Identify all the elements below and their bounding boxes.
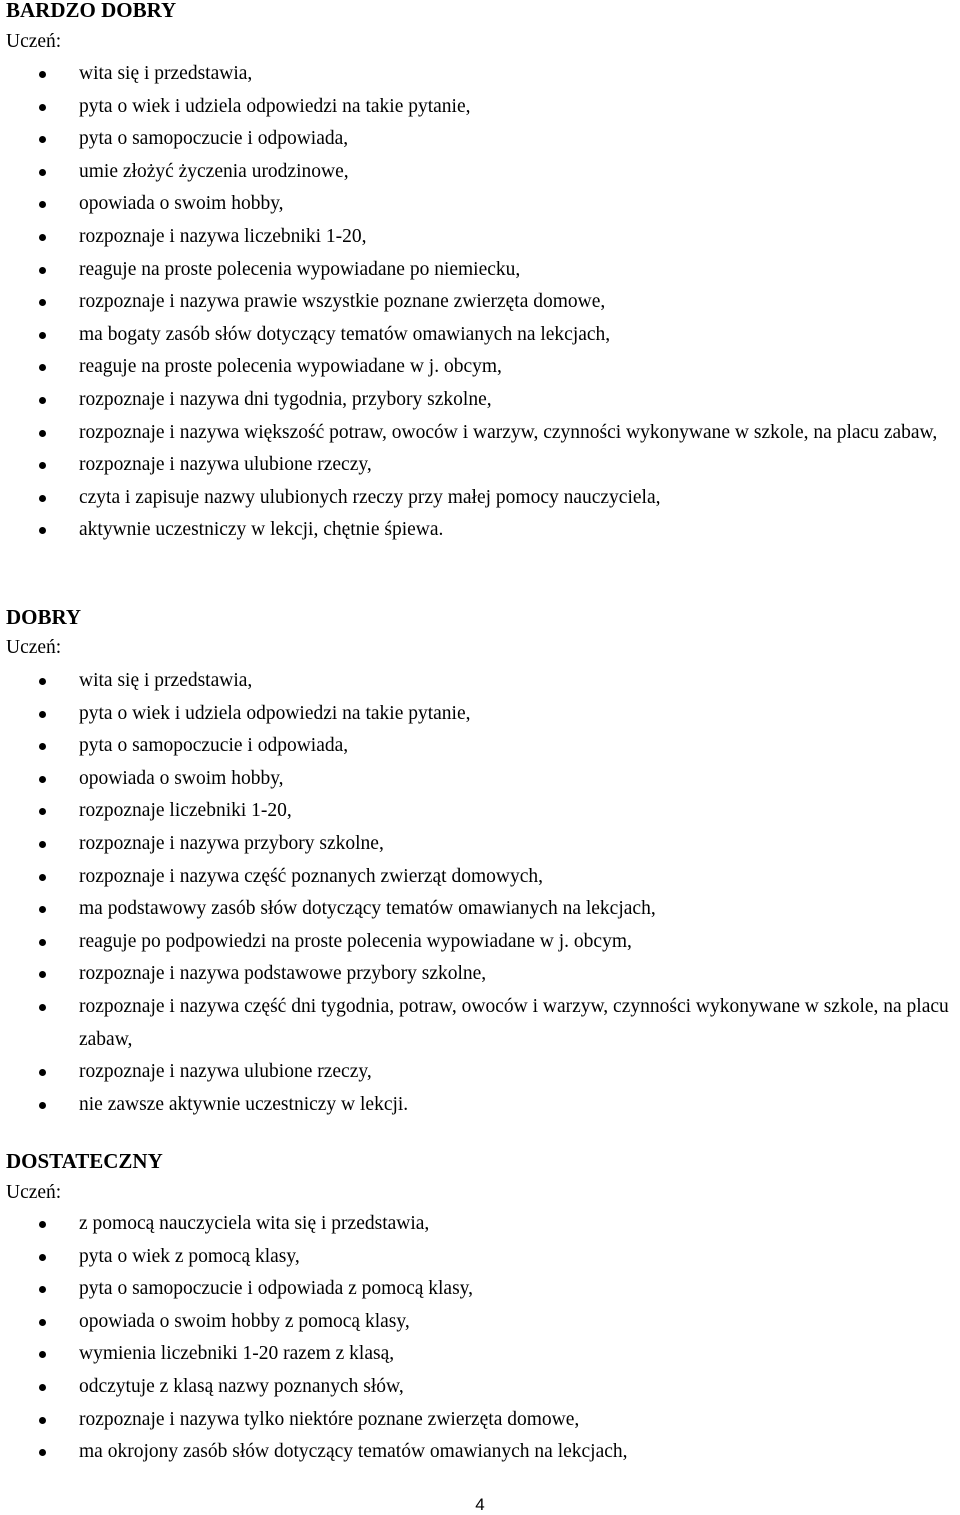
list-item-text: wita się i przedstawia, [79, 670, 253, 691]
bullet-icon [39, 1319, 46, 1326]
list-item-text: rozpoznaje liczebniki 1-20, [79, 800, 292, 822]
list-item [0, 698, 960, 731]
list-item [0, 188, 960, 221]
criteria-list [0, 665, 960, 1121]
list-item-text: wita się i przedstawia, [79, 63, 253, 84]
bullet-icon [39, 1449, 46, 1456]
list-item-text: pyta o wiek i udziela odpowiedzi na takie pytanie, [79, 702, 471, 724]
list-item-text: pyta o samopoczucie i odpowiada z pomocą klasy, [79, 1278, 474, 1300]
bullet-icon [39, 939, 46, 946]
list-item [0, 795, 960, 828]
bullet-icon [39, 495, 46, 502]
bullet-icon [39, 1417, 46, 1424]
bullet-icon [39, 169, 46, 176]
list-item-text: rozpoznaje i nazywa podstawowe przybory szkolne, [79, 963, 487, 985]
bullet-icon [39, 743, 46, 750]
list-item [0, 58, 960, 91]
list-item-text: pyta o samopoczucie i odpowiada, [79, 128, 349, 150]
list-item-text: pyta o wiek z pomocą klasy, [79, 1245, 300, 1267]
grade-heading: BARDZO DOBRY [6, 0, 177, 22]
list-item-text: rozpoznaje i nazywa większość potraw, owoców i warzyw, czynności wykonywane w szkole, na placu zabaw, [79, 421, 938, 443]
student-label: Uczeń: [6, 1182, 62, 1203]
list-item [0, 730, 960, 763]
list-item [0, 123, 960, 156]
list-item [0, 514, 960, 547]
bullet-icon [39, 971, 46, 978]
bullet-icon [39, 841, 46, 848]
list-item [0, 926, 960, 959]
bullet-icon [39, 1286, 46, 1293]
list-item [0, 351, 960, 384]
bullet-icon [39, 462, 46, 469]
list-item-text: rozpoznaje i nazywa dni tygodnia, przybory szkolne, [79, 388, 492, 410]
list-item-text: reaguje na proste polecenia wypowiadane w j. obcym, [79, 356, 502, 378]
list-item [0, 665, 960, 698]
list-item-text: z pomocą nauczyciela wita się i przedstawia, [79, 1213, 430, 1234]
list-item-text: rozpoznaje i nazywa ulubione rzeczy, [79, 454, 372, 476]
list-item-text: rozpoznaje i nazywa część dni tygodnia, potraw, owoców i warzyw, czynności wykonywane w szkole, na placu zabaw, [79, 995, 949, 1050]
bullet-icon [39, 397, 46, 404]
bullet-icon [39, 267, 46, 274]
bullet-icon [39, 364, 46, 371]
list-item-text: rozpoznaje i nazywa tylko niektóre poznane zwierzęta domowe, [79, 1408, 580, 1430]
list-item-text: pyta o wiek i udziela odpowiedzi na takie pytanie, [79, 95, 471, 117]
grade-heading: DOSTATECZNY [6, 1149, 163, 1173]
bullet-icon [39, 678, 46, 685]
bullet-icon [39, 1384, 46, 1391]
grade-heading: DOBRY [6, 605, 82, 629]
list-item-text: odczytuje z klasą nazwy poznanych słów, [79, 1375, 404, 1397]
list-item-text: opowiada o swoim hobby z pomocą klasy, [79, 1310, 410, 1332]
list-item-text: ma podstawowy zasób słów dotyczący tematów omawianych na lekcjach, [79, 898, 656, 920]
list-item-text: opowiada o swoim hobby, [79, 193, 284, 215]
list-item [0, 319, 960, 352]
list-item-text: opowiada o swoim hobby, [79, 767, 284, 789]
bullet-icon [39, 1254, 46, 1261]
list-item [0, 828, 960, 861]
list-item-text: pyta o samopoczucie i odpowiada, [79, 735, 349, 757]
bullet-icon [39, 711, 46, 718]
list-item-text: rozpoznaje i nazywa ulubione rzeczy, [79, 1061, 372, 1083]
page-number: 4 [475, 1495, 485, 1514]
list-item [0, 384, 960, 417]
bullet-icon [39, 906, 46, 913]
list-item [0, 286, 960, 319]
bullet-icon [39, 201, 46, 208]
list-item [0, 893, 960, 926]
list-item [0, 1241, 960, 1274]
list-item-text: wymienia liczebniki 1-20 razem z klasą, [79, 1343, 395, 1365]
list-item-text: rozpoznaje i nazywa liczebniki 1-20, [79, 225, 367, 247]
list-item [0, 449, 960, 482]
list-item [0, 91, 960, 124]
bullet-icon [39, 136, 46, 143]
list-item-text: rozpoznaje i nazywa część poznanych zwierząt domowych, [79, 865, 543, 887]
list-item-text: reaguje po podpowiedzi na proste polecenia wypowiadane w j. obcym, [79, 930, 632, 952]
list-item [0, 254, 960, 287]
bullet-icon [39, 1351, 46, 1358]
list-item-text: aktywnie uczestniczy w lekcji, chętnie śpiewa. [79, 519, 444, 541]
bullet-icon [39, 776, 46, 783]
bullet-icon [39, 874, 46, 881]
list-item [0, 763, 960, 796]
list-item-text: rozpoznaje i nazywa przybory szkolne, [79, 832, 384, 854]
list-item [0, 1338, 960, 1371]
list-item [0, 1371, 960, 1404]
bullet-icon [39, 299, 46, 306]
list-item [0, 958, 960, 991]
list-item-text: ma bogaty zasób słów dotyczący tematów omawianych na lekcjach, [79, 323, 611, 345]
bullet-icon [39, 234, 46, 241]
student-label: Uczeń: [6, 31, 62, 52]
list-item [0, 417, 960, 450]
criteria-list [0, 1208, 960, 1469]
criteria-list [0, 58, 960, 547]
list-item [0, 861, 960, 894]
bullet-icon [39, 430, 46, 437]
bullet-icon [39, 332, 46, 339]
bullet-icon [39, 527, 46, 534]
bullet-icon [39, 71, 46, 78]
list-item [0, 1404, 960, 1437]
bullet-icon [39, 1221, 46, 1228]
bullet-icon [39, 1069, 46, 1076]
list-item [0, 1306, 960, 1339]
student-label: Uczeń: [6, 637, 62, 658]
bullet-icon [39, 1102, 46, 1109]
list-item [0, 1436, 960, 1469]
list-item [0, 1273, 960, 1306]
list-item [0, 221, 960, 254]
list-item [0, 1089, 960, 1122]
list-item-text: rozpoznaje i nazywa prawie wszystkie poznane zwierzęta domowe, [79, 291, 606, 313]
list-item [0, 1208, 960, 1241]
list-item-text: ma okrojony zasób słów dotyczący tematów omawianych na lekcjach, [79, 1441, 628, 1463]
bullet-icon [39, 104, 46, 111]
list-item [0, 156, 960, 189]
bullet-icon [39, 1004, 46, 1011]
list-item [0, 1056, 960, 1089]
list-item-text: nie zawsze aktywnie uczestniczy w lekcji. [79, 1093, 409, 1115]
list-item [0, 991, 960, 1056]
list-item-text: umie złożyć życzenia urodzinowe, [79, 160, 349, 182]
bullet-icon [39, 808, 46, 815]
list-item [0, 482, 960, 515]
list-item-text: czyta i zapisuje nazwy ulubionych rzeczy przy małej pomocy nauczyciela, [79, 486, 661, 508]
list-item-text: reaguje na proste polecenia wypowiadane po niemiecku, [79, 258, 521, 280]
